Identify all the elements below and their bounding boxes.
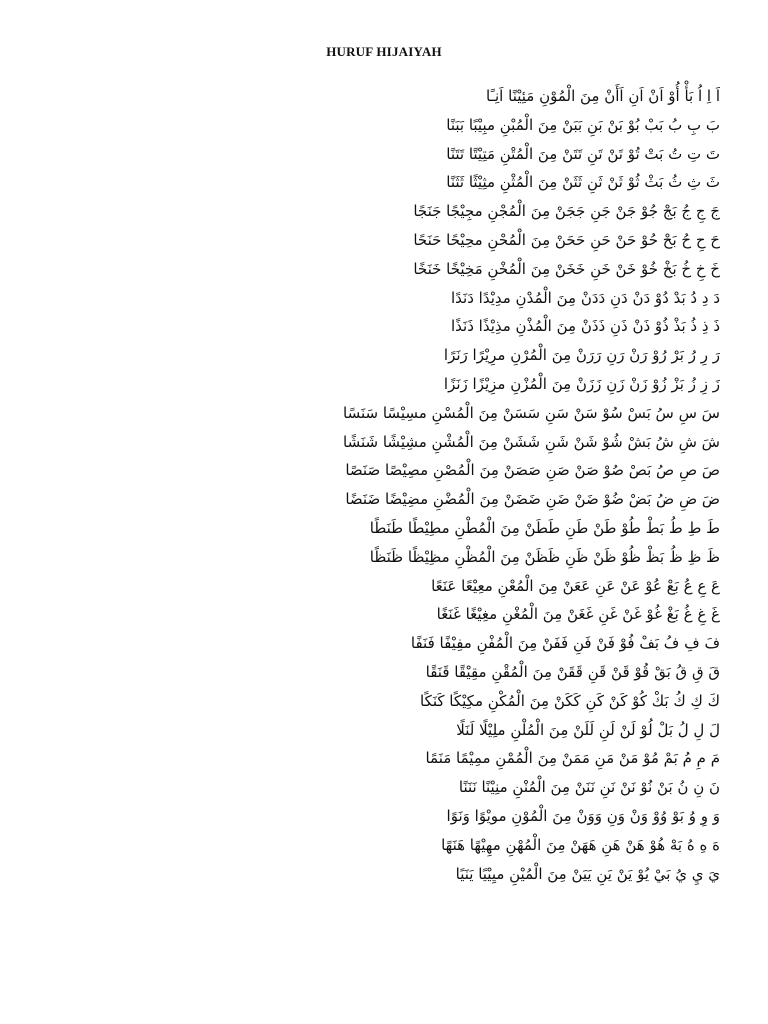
page-title: HURUF HIJAIYAH [326,44,442,59]
hijaiyah-line: عَ عِ عُ بَعْ عُوْ عَنْ عَنِ عَعَنْ مِنَ الْمُعْنِ معِيْعًا عَنَعًا [431,576,720,595]
hijaiyah-line: سَ سِ سُ بَسْ سُوْ سَنْ سَنِ سَسَنْ مِنَ الْمُسْنِ مسِيْسًا سَنَسًا [343,403,720,422]
hijaiyah-line: تَ تِ تُ بَتْ تُوْ تَنْ تَنِ تَتَنْ مِنَ الْمُتْنِ مَتِيْتًا تَتَنًا [446,144,720,163]
hijaiyah-line: شَ شِ شُ بَشْ شُوْ شَنْ شَنِ شَشَنْ مِنَ الْمُشْنِ مشِيْشًا شَنَشًا [343,432,720,451]
hijaiyah-line: طَ طِ طُ بَطْ طُوْ طَنْ طَنِ طَطَنْ مِنَ الْمُطْنِ مطِيْطًا طَنَطًا [369,518,720,537]
hijaiyah-line: اَ اِ اُ بَأْ أُوْ اَنْ اَنِ اَأَنْ مِنَ الْمُوْنِ مَئِيْنًا اَنِـًا [486,87,720,105]
hijaiyah-line: ثَ ثِ ثُ بَثْ ثُوْ ثَنْ ثَنِ ثَثَنْ مِنَ الْمُثْنِ مثِيْثًا ثَثَنًا [446,173,720,192]
hijaiyah-line: قَ قِ قُ بَقْ قُوْ قَنْ قَنِ قَقَنْ مِنَ الْمُقْنِ مقِيْقًا قَنَقًا [425,662,720,681]
hijaiyah-line: فَ فِ فُ بَفْ فُوْ فَنْ فَنِ فَفَنْ مِنَ الْمُفْنِ مفِيْفًا فَنَفًا [410,634,720,653]
hijaiyah-line: هَ هِ هُ بَهْ هُوْ هَنْ هَنِ هَهَنْ مِنَ الْمُهْنِ مهِيْهًا هَنَهًا [441,835,720,854]
hijaiyah-line: ذَ ذِ ذُ بَذْ ذُوْ ذَنْ ذَنِ ذَذَنْ مِنَ الْمُذْنِ مذِيْذًا ذَنَذًا [451,317,720,336]
hijaiyah-line: صَ صِ صُ بَصْ صُوْ صَنْ صَنِ صَصَنْ مِنَ الْمُصْنِ مصِيْصًا صَنَصًا [345,461,720,480]
hijaiyah-line: مَ مِ مُ بَمْ مُوْ مَنْ مَنِ مَمَنْ مِنَ الْمُمْنِ ممِيْمًا مَنَمًا [425,749,720,768]
hijaiyah-lines [200,82,720,888]
hijaiyah-line: بَ بِ بُ بَبْ بُوْ بَنْ بَنِ بَبَنْ مِنَ الْمُبْنِ مبِيْبًا بَبَنًا [446,115,720,134]
hijaiyah-line: وَ وِ وُ بَوْ وُوْ وَنْ وَنِ وَوَنْ مِنَ الْمُوْنِ مويْوًا وَنَوًا [446,806,720,825]
hijaiyah-line: دَ دِ دُ بَدْ دُوْ دَنْ دَنِ دَدَنْ مِنَ الْمُدْنِ مدِيْدًا دَنَدًا [451,288,720,307]
hijaiyah-line: غَ غِ غُ بَغْ غُوْ غَنْ غَنِ غَغَنْ مِنَ الْمُغْنِ مغِيْغًا غَنَغًا [436,605,720,624]
hijaiyah-line: خَ خِ خُ بَخْ خُوْ خَنْ خَنِ خَخَنْ مِنَ الْمُخْنِ مَخِيْخًا خَنَخًا [413,259,720,278]
hijaiyah-line: زَ زِ زُ بَزْ زُوْ زَنْ زَنِ زَزَنْ مِنَ الْمُزْنِ مزِيْزًا زَنَزًا [443,374,720,393]
hijaiyah-line: يَ يِ يُ بَيْ يُوْ يَنْ يَنِ يَيَنْ مِنَ الْمُيْنِ ميِيْيًا يَنَيًا [455,864,720,883]
hijaiyah-line: ظَ ظِ ظُ بَظْ ظُوْ ظَنْ ظَنِ ظَظَنْ مِنَ الْمُظْنِ مظِيْظًا ظَنَظًا [369,547,720,566]
hijaiyah-line: لَ لِ لُ بَلْ لُوْ لَنْ لَنِ لَلَنْ مِنَ الْمُلْنِ ملِيْلًا لَنَلًا [456,720,720,739]
hijaiyah-line: ضَ ضِ ضُ بَضْ ضُوْ ضَنْ ضَنِ ضَضَنْ مِنَ الْمُضْنِ مضِيْضًا ضَنَضًا [345,490,720,509]
hijaiyah-line: جَ جِ جُ بَجْ جُوْ جَنْ جَنِ جَجَنْ مِنَ الْمُجْنِ مجِيْجًا جَنَجًا [413,202,720,221]
hijaiyah-line: كَ كِ كُ بَكْ كُوْ كَنْ كَنِ كَكَنْ مِنَ الْمُكْنِ مكِيْكًا كَنَكًا [420,691,720,710]
hijaiyah-line: حَ حِ حُ بَحْ حُوْ حَنْ حَنِ حَحَنْ مِنَ الْمُحْنِ محِيْحًا حَنَحًا [413,230,720,249]
hijaiyah-line: نَ نِ نُ بَنْ نُوْ نَنْ نَنِ نَنَنْ مِنَ الْمُنْنِ منِيْنًا نَنَنًا [458,778,720,797]
hijaiyah-line: رَ رِ رُ بَرْ رُوْ رَنْ رَنِ رَرَنْ مِنَ الْمُرْنِ مرِيْرًا رَنَرًا [443,346,720,365]
